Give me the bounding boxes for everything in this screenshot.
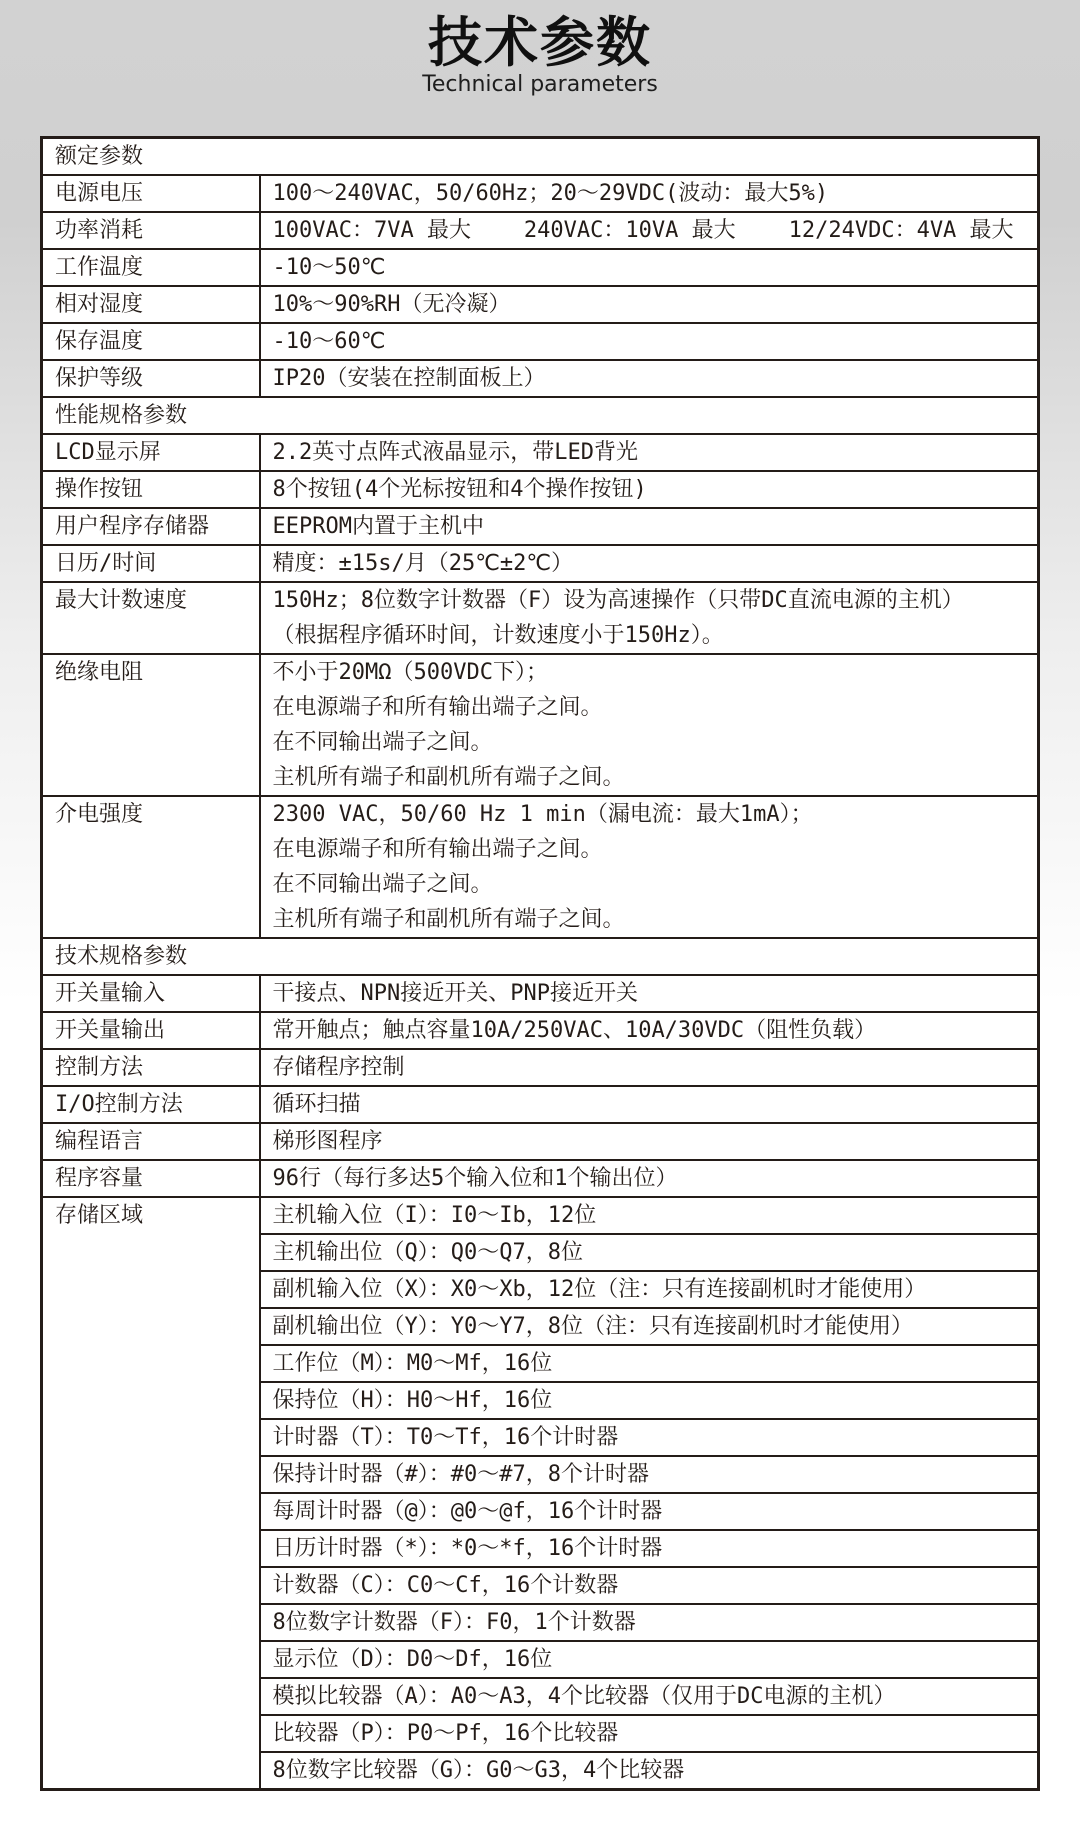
row-label: 操作按钮 (42, 471, 260, 508)
row-label: 介电强度 (42, 796, 260, 938)
subrow-value: 保持位（H）：H0～Hf，16位 (260, 1382, 1039, 1419)
row-label: 存储区域 (42, 1197, 260, 1790)
spec-row (42, 1049, 1039, 1086)
spec-row (42, 796, 1039, 938)
row-label: 控制方法 (42, 1049, 260, 1086)
row-value (260, 434, 1039, 471)
value-line: 精度：±15s/月（25℃±2℃） (272, 551, 574, 576)
row-value (260, 582, 1039, 654)
row-value (260, 212, 1039, 249)
value-line: （根据程序循环时间，计数速度小于150Hz）。 (272, 623, 724, 648)
row-value (260, 1049, 1039, 1086)
row-label: 功率消耗 (42, 212, 260, 249)
row-value (260, 1012, 1039, 1049)
value-line: 10%～90%RH（无冷凝） (272, 292, 511, 317)
section-row (42, 397, 1039, 434)
spec-row (42, 1012, 1039, 1049)
row-label: 开关量输出 (42, 1012, 260, 1049)
value-line: 主机所有端子和副机所有端子之间。 (272, 765, 625, 790)
spec-row (42, 1160, 1039, 1197)
page-subtitle: Technical parameters (422, 72, 658, 97)
row-label: 最大计数速度 (42, 582, 260, 654)
spec-row (42, 508, 1039, 545)
value-line: -10～60℃ (272, 329, 386, 354)
spec-row (42, 1123, 1039, 1160)
subrow-value: 保持计时器（#）：#0～#7，8个计时器 (260, 1456, 1039, 1493)
spec-row (42, 582, 1039, 654)
value-line: EEPROM内置于主机中 (272, 514, 484, 539)
row-label: 保护等级 (42, 360, 260, 397)
row-label: 开关量输入 (42, 975, 260, 1012)
spec-row (42, 175, 1039, 212)
subrow-value: 副机输入位（X）：X0～Xb，12位（注：只有连接副机时才能使用） (260, 1271, 1039, 1308)
subrow-value: 比较器（P）：P0～Pf，16个比较器 (260, 1715, 1039, 1752)
spec-row (42, 360, 1039, 397)
value-line: 存储程序控制 (272, 1055, 405, 1080)
spec-row (42, 434, 1039, 471)
spec-subrow (42, 1197, 1039, 1234)
value-line: 在不同输出端子之间。 (272, 730, 493, 755)
value-line: 干接点、NPN接近开关、PNP接近开关 (272, 981, 638, 1006)
row-label: 保存温度 (42, 323, 260, 360)
row-label: 相对湿度 (42, 286, 260, 323)
subrow-value: 模拟比较器（A）：A0～A3，4个比较器（仅用于DC电源的主机） (260, 1678, 1039, 1715)
spec-row (42, 323, 1039, 360)
value-line: -10～50℃ (272, 255, 386, 280)
value-line: IP20（安装在控制面板上） (272, 366, 546, 391)
row-label: 用户程序存储器 (42, 508, 260, 545)
row-label: 编程语言 (42, 1123, 260, 1160)
value-line: 在电源端子和所有输出端子之间。 (272, 695, 603, 720)
row-value (260, 654, 1039, 796)
spec-row (42, 654, 1039, 796)
value-line: 在电源端子和所有输出端子之间。 (272, 837, 603, 862)
spec-row (42, 286, 1039, 323)
subrow-value: 计数器（C）：C0～Cf，16个计数器 (260, 1567, 1039, 1604)
row-value (260, 323, 1039, 360)
row-value (260, 360, 1039, 397)
row-label: 电源电压 (42, 175, 260, 212)
value-line: 96行（每行多达5个输入位和1个输出位） (272, 1166, 678, 1191)
subrow-value: 主机输出位（Q）：Q0～Q7，8位 (260, 1234, 1039, 1271)
row-label: 工作温度 (42, 249, 260, 286)
row-value (260, 249, 1039, 286)
row-value (260, 286, 1039, 323)
row-value (260, 508, 1039, 545)
spec-row (42, 471, 1039, 508)
value-line: 2.2英寸点阵式液晶显示，带LED背光 (272, 440, 638, 465)
subrow-value: 主机输入位（I）：I0～Ib，12位 (260, 1197, 1039, 1234)
section-row (42, 138, 1039, 176)
row-value (260, 796, 1039, 938)
header (0, 0, 1080, 98)
row-value (260, 471, 1039, 508)
spec-row (42, 1086, 1039, 1123)
row-value (260, 1160, 1039, 1197)
value-line: 循环扫描 (272, 1092, 361, 1117)
value-line: 在不同输出端子之间。 (272, 872, 493, 897)
subrow-value: 计时器（T）：T0～Tf，16个计时器 (260, 1419, 1039, 1456)
value-line: 100～240VAC，50/60Hz；20～29VDC(波动：最大5%) (272, 181, 829, 206)
spec-row (42, 212, 1039, 249)
row-label: I/O控制方法 (42, 1086, 260, 1123)
value-line: 2300 VAC，50/60 Hz 1 min（漏电流：最大1mA）； (272, 802, 813, 827)
subrow-value: 每周计时器（@）：@0～@f，16个计时器 (260, 1493, 1039, 1530)
section-label: 性能规格参数 (42, 397, 1039, 434)
spec-row (42, 975, 1039, 1012)
value-line: 常开触点；触点容量10A/250VAC、10A/30VDC（阻性负载） (272, 1018, 877, 1043)
section-label: 技术规格参数 (42, 938, 1039, 975)
row-label: 日历/时间 (42, 545, 260, 582)
row-label: 程序容量 (42, 1160, 260, 1197)
value-line: 主机所有端子和副机所有端子之间。 (272, 907, 625, 932)
spec-table (40, 136, 1040, 1791)
spec-table-body (42, 138, 1039, 1790)
subrow-value: 副机输出位（Y）：Y0～Y7，8位（注：只有连接副机时才能使用） (260, 1308, 1039, 1345)
page-title: 技术参数 (428, 11, 652, 74)
row-label: LCD显示屏 (42, 434, 260, 471)
row-value (260, 1086, 1039, 1123)
value-line: 100VAC：7VA 最大 240VAC：10VA 最大 12/24VDC：4VA 最大 (272, 218, 1014, 243)
subrow-value: 8位数字计数器（F）：F0，1个计数器 (260, 1604, 1039, 1641)
spec-row (42, 545, 1039, 582)
value-line: 不小于20MΩ（500VDC下）； (272, 660, 548, 685)
value-line: 梯形图程序 (272, 1129, 383, 1154)
row-value (260, 1123, 1039, 1160)
section-label: 额定参数 (42, 138, 1039, 176)
subrow-value: 8位数字比较器（G）：G0～G3，4个比较器 (260, 1752, 1039, 1790)
row-value (260, 975, 1039, 1012)
spec-row (42, 249, 1039, 286)
value-line: 150Hz；8位数字计数器（F）设为高速操作（只带DC直流电源的主机） (272, 588, 964, 613)
subrow-value: 工作位（M）：M0～Mf，16位 (260, 1345, 1039, 1382)
row-value (260, 545, 1039, 582)
row-value (260, 175, 1039, 212)
subrow-value: 日历计时器（*）：*0～*f，16个计时器 (260, 1530, 1039, 1567)
row-label: 绝缘电阻 (42, 654, 260, 796)
value-line: 8个按钮(4个光标按钮和4个操作按钮) (272, 477, 647, 502)
subrow-value: 显示位（D）：D0～Df，16位 (260, 1641, 1039, 1678)
section-row (42, 938, 1039, 975)
